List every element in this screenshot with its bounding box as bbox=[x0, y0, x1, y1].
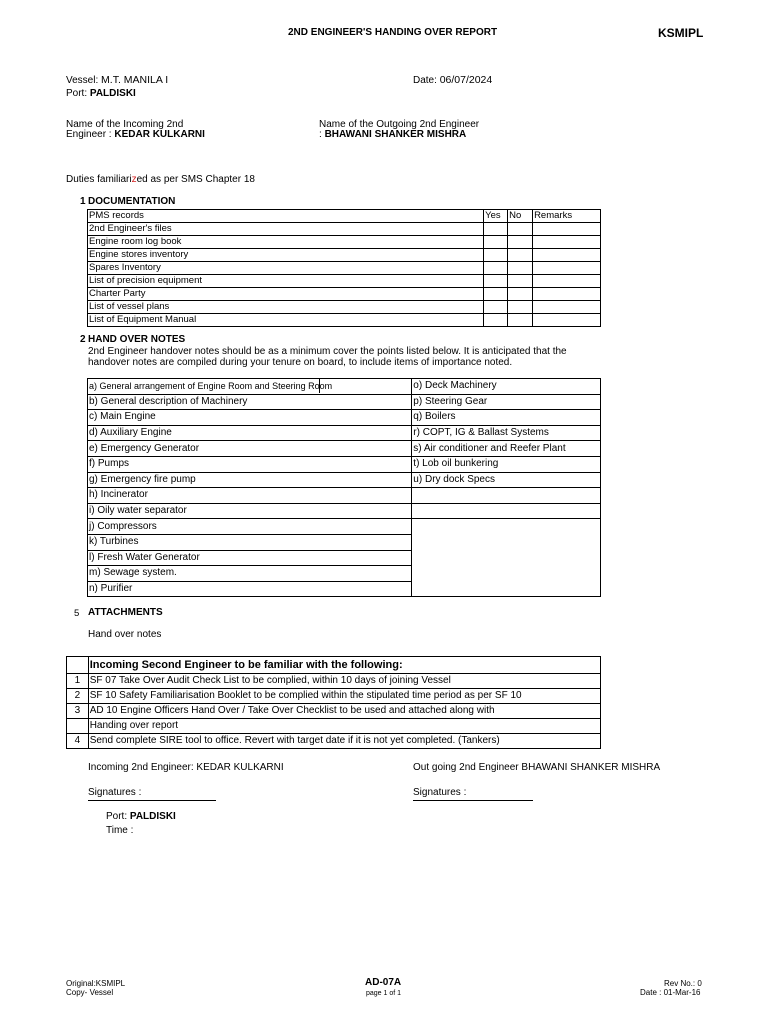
port-value: PALDISKI bbox=[89, 88, 136, 99]
incoming-name: KEDAR KULKARNI bbox=[114, 129, 205, 140]
incoming-line bbox=[66, 129, 205, 140]
remarks-cell[interactable] bbox=[533, 301, 601, 314]
handover-row bbox=[88, 566, 601, 582]
handover-item-right: o) Deck Machinery bbox=[412, 379, 601, 395]
handover-row bbox=[88, 581, 601, 597]
familiar-row-number: 1 bbox=[67, 674, 89, 689]
handover-item-left: g) Emergency fire pump bbox=[88, 472, 412, 488]
handover-row bbox=[88, 425, 601, 441]
yes-cell[interactable] bbox=[484, 301, 508, 314]
documentation-item: PMS records bbox=[88, 210, 484, 223]
documentation-row bbox=[88, 314, 601, 327]
no-cell[interactable] bbox=[508, 275, 533, 288]
no-cell[interactable]: No bbox=[508, 210, 533, 223]
handover-item-left: h) Incinerator bbox=[88, 488, 412, 504]
familiar-row bbox=[67, 674, 601, 689]
outgoing-label-1: Name of the Outgoing 2nd Engineer bbox=[319, 119, 480, 130]
handover-row bbox=[88, 534, 601, 550]
date-value: 06/07/2024 bbox=[439, 74, 493, 86]
documentation-item: Engine stores inventory bbox=[88, 249, 484, 262]
attachments-text: Hand over notes bbox=[88, 629, 162, 640]
handover-row bbox=[88, 472, 601, 488]
duties-text-a: Duties familiari bbox=[66, 174, 132, 185]
documentation-row bbox=[88, 301, 601, 314]
yes-cell[interactable]: Yes bbox=[484, 210, 508, 223]
familiar-row-number: 3 bbox=[67, 704, 89, 719]
familiar-row bbox=[67, 689, 601, 704]
incoming-signature-label: Signatures : bbox=[88, 787, 142, 798]
section-5-heading: ATTACHMENTS bbox=[88, 607, 163, 618]
handover-row bbox=[88, 456, 601, 472]
familiar-heading: Incoming Second Engineer to be familiar with the following: bbox=[88, 657, 600, 674]
port-line bbox=[66, 88, 136, 99]
signoff-time-label: Time : bbox=[106, 825, 134, 836]
familiar-row-text: AD 10 Engine Officers Hand Over / Take Over Checklist to be used and attached along with bbox=[88, 704, 600, 719]
familiar-row bbox=[67, 734, 601, 749]
handover-item-right bbox=[412, 550, 601, 566]
documentation-item: List of precision equipment bbox=[88, 275, 484, 288]
footer-form-code: AD-07A bbox=[365, 977, 402, 988]
documentation-row bbox=[88, 210, 601, 223]
yes-cell[interactable] bbox=[484, 223, 508, 236]
remarks-cell[interactable] bbox=[533, 249, 601, 262]
handover-item-right bbox=[412, 534, 601, 550]
handover-row bbox=[88, 410, 601, 426]
yes-cell[interactable] bbox=[484, 314, 508, 327]
company-name: KSMIPL bbox=[658, 26, 704, 40]
section-1-heading: DOCUMENTATION bbox=[88, 196, 176, 207]
signoff-port-value: PALDISKI bbox=[129, 811, 176, 822]
handover-item-right bbox=[412, 503, 601, 519]
incoming-label-1: Name of the Incoming 2nd bbox=[66, 119, 184, 130]
incoming-signoff: Incoming 2nd Engineer: KEDAR KULKARNI bbox=[88, 762, 284, 773]
no-cell[interactable] bbox=[508, 301, 533, 314]
documentation-item: Spares Inventory bbox=[88, 262, 484, 275]
handover-item-right: r) COPT, IG & Ballast Systems bbox=[412, 425, 601, 441]
familiar-row-number: 2 bbox=[67, 689, 89, 704]
cell-divider-tick bbox=[319, 379, 320, 393]
documentation-row bbox=[88, 262, 601, 275]
handover-item-right: t) Lob oil bunkering bbox=[412, 456, 601, 472]
duties-text-b: ed as per SMS Chapter 18 bbox=[136, 174, 255, 185]
vessel-value: M.T. MANILA I bbox=[101, 74, 169, 86]
handover-item-right: s) Air conditioner and Reefer Plant bbox=[412, 441, 601, 457]
footer-copy: Copy- Vessel bbox=[66, 988, 114, 997]
documentation-item: 2nd Engineer's files bbox=[88, 223, 484, 236]
familiar-row-text: SF 07 Take Over Audit Check List to be complied, within 10 days of joining Vessel bbox=[88, 674, 600, 689]
outgoing-prefix: : bbox=[319, 129, 322, 140]
report-title: 2ND ENGINEER'S HANDING OVER REPORT bbox=[288, 27, 498, 38]
remarks-cell[interactable] bbox=[533, 314, 601, 327]
outgoing-signature-line[interactable] bbox=[413, 800, 533, 801]
outgoing-name: BHAWANI SHANKER MISHRA bbox=[324, 129, 467, 140]
handover-item-left: a) General arrangement of Engine Room and Steering Room bbox=[88, 379, 412, 395]
no-cell[interactable] bbox=[508, 262, 533, 275]
vessel-line bbox=[66, 74, 168, 86]
familiar-heading-row bbox=[67, 657, 601, 674]
no-cell[interactable] bbox=[508, 314, 533, 327]
handover-row bbox=[88, 441, 601, 457]
date-line bbox=[413, 74, 492, 86]
documentation-row bbox=[88, 223, 601, 236]
handover-row bbox=[88, 394, 601, 410]
handover-item-left: j) Compressors bbox=[88, 519, 412, 535]
familiar-row-text: Send complete SIRE tool to office. Revert with target date if it is not yet completed. (Tankers) bbox=[88, 734, 600, 749]
documentation-row bbox=[88, 236, 601, 249]
handover-item-left: f) Pumps bbox=[88, 456, 412, 472]
duties-text-z: z bbox=[131, 174, 137, 185]
outgoing-signoff: Out going 2nd Engineer BHAWANI SHANKER MISHRA bbox=[413, 762, 661, 773]
handover-item-left: d) Auxiliary Engine bbox=[88, 425, 412, 441]
handover-intro-1: 2nd Engineer handover notes should be as a minimum cover the points listed below. It is anticipated that the bbox=[88, 346, 567, 357]
documentation-item: Charter Party bbox=[88, 288, 484, 301]
yes-cell[interactable] bbox=[484, 275, 508, 288]
handover-row bbox=[88, 550, 601, 566]
handover-item-right: p) Steering Gear bbox=[412, 394, 601, 410]
signoff-port-line bbox=[106, 811, 176, 822]
documentation-item: List of vessel plans bbox=[88, 301, 484, 314]
handover-item-left: i) Oily water separator bbox=[88, 503, 412, 519]
handover-item-right: u) Dry dock Specs bbox=[412, 472, 601, 488]
no-cell[interactable] bbox=[508, 223, 533, 236]
remarks-cell[interactable] bbox=[533, 223, 601, 236]
documentation-item: Engine room log book bbox=[88, 236, 484, 249]
remarks-cell[interactable] bbox=[533, 262, 601, 275]
yes-cell[interactable] bbox=[484, 262, 508, 275]
handover-row bbox=[88, 488, 601, 504]
documentation-table bbox=[87, 209, 601, 327]
documentation-item: List of Equipment Manual bbox=[88, 314, 484, 327]
familiar-table bbox=[66, 656, 601, 749]
port-label: Port: bbox=[66, 88, 88, 99]
handover-item-right bbox=[412, 566, 601, 582]
section-2-number: 2 bbox=[80, 334, 86, 345]
no-cell[interactable] bbox=[508, 236, 533, 249]
familiar-row bbox=[67, 719, 601, 734]
section-1-number: 1 bbox=[80, 196, 86, 207]
handover-item-left: e) Emergency Generator bbox=[88, 441, 412, 457]
familiar-row-number: 4 bbox=[67, 734, 89, 749]
familiar-row-text: SF 10 Safety Familiarisation Booklet to be complied within the stipulated time period as per SF 10 bbox=[88, 689, 600, 704]
no-cell[interactable] bbox=[508, 249, 533, 262]
incoming-label-2: Engineer : bbox=[66, 129, 112, 140]
outgoing-signature-label: Signatures : bbox=[413, 787, 467, 798]
vessel-label: Vessel: bbox=[66, 75, 99, 86]
remarks-cell[interactable] bbox=[533, 288, 601, 301]
handover-notes-table bbox=[87, 378, 601, 597]
outgoing-line bbox=[319, 129, 466, 140]
yes-cell[interactable] bbox=[484, 249, 508, 262]
remarks-cell[interactable] bbox=[533, 236, 601, 249]
handover-item-left: b) General description of Machinery bbox=[88, 394, 412, 410]
documentation-row bbox=[88, 275, 601, 288]
handover-row bbox=[88, 519, 601, 535]
handover-item-right: q) Boilers bbox=[412, 410, 601, 426]
handover-item-left: k) Turbines bbox=[88, 534, 412, 550]
documentation-row bbox=[88, 288, 601, 301]
familiar-row-text: Handing over report bbox=[88, 719, 600, 734]
handover-item-left: m) Sewage system. bbox=[88, 566, 412, 582]
signoff-port-label: Port: bbox=[106, 811, 128, 822]
duties-line bbox=[66, 174, 255, 185]
no-cell[interactable] bbox=[508, 288, 533, 301]
familiar-row bbox=[67, 704, 601, 719]
remarks-cell[interactable]: Remarks bbox=[533, 210, 601, 223]
familiar-row-number bbox=[67, 719, 89, 734]
section-5-number: 5 bbox=[74, 608, 80, 619]
footer-date: Date : 01-Mar-16 bbox=[640, 988, 701, 997]
yes-cell[interactable] bbox=[484, 236, 508, 249]
yes-cell[interactable] bbox=[484, 288, 508, 301]
footer-original: Original:KSMIPL bbox=[66, 979, 126, 988]
handover-item-right bbox=[412, 519, 601, 535]
handover-item-left: n) Purifier bbox=[88, 581, 412, 597]
handover-intro-2: handover notes are compiled during your tenure on board, to include items of importance noted. bbox=[88, 357, 513, 368]
remarks-cell[interactable] bbox=[533, 275, 601, 288]
documentation-row bbox=[88, 249, 601, 262]
handover-row bbox=[88, 379, 601, 395]
date-label: Date: bbox=[413, 75, 437, 86]
incoming-signature-line[interactable] bbox=[88, 800, 216, 801]
handover-item-left: l) Fresh Water Generator bbox=[88, 550, 412, 566]
handover-row bbox=[88, 503, 601, 519]
section-2-heading: HAND OVER NOTES bbox=[88, 334, 186, 345]
handover-item-left: c) Main Engine bbox=[88, 410, 412, 426]
handover-item-right bbox=[412, 581, 601, 597]
familiar-heading-num bbox=[67, 657, 89, 674]
footer-page: page 1 of 1 bbox=[366, 990, 402, 997]
footer-rev: Rev No.: 0 bbox=[664, 979, 702, 988]
handover-item-right bbox=[412, 488, 601, 504]
